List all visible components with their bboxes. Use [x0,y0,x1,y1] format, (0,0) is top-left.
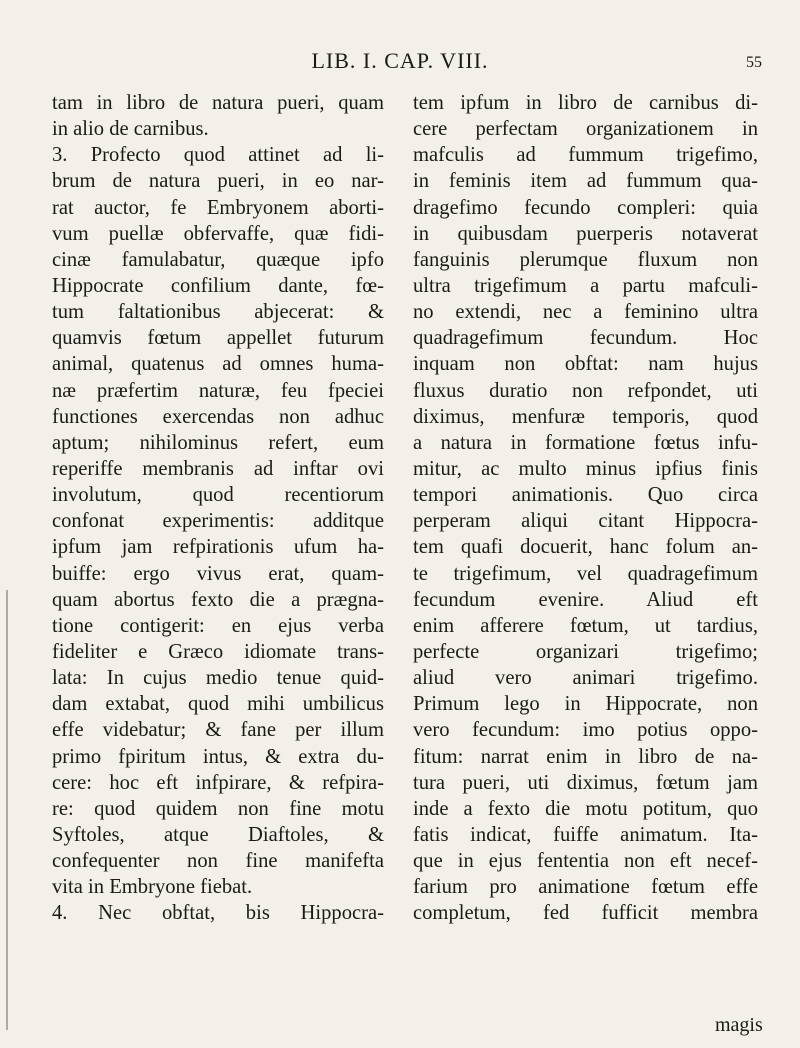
right-column-line: a natura in formatione fœtus infu- [413,431,758,454]
right-column-line: aliud vero animari trigefimo. [413,667,758,690]
right-column-line: Primum lego in Hippocrate, non [413,693,758,716]
right-column-line: no extendi, nec a feminino ultra [413,301,758,324]
left-column-line: quam abortus fexto die a prægna- [52,588,384,611]
left-column-line: lata: In cujus medio tenue quid- [52,667,384,690]
right-column-line: que in ejus fententia non eft necef- [413,850,758,873]
left-column-line: effe videbatur; & fane per illum [52,719,384,742]
left-column-line: involutum, quod recentiorum [52,484,384,507]
left-column [52,90,384,927]
left-column-line: confequenter non fine manifefta [52,850,384,873]
left-column-line: re: quod quidem non fine motu [52,797,384,820]
left-column-line: dam extabat, quod mihi umbilicus [52,693,384,716]
left-column-line: vum puellæ obfervaffe, quæ fidi- [52,222,384,245]
left-column-line: Syftoles, atque Diaftoles, & [52,823,384,846]
left-column-line: rat auctor, fe Embryonem aborti- [52,196,384,219]
left-column-line: cinæ famulabatur, quæque ipfo [52,248,384,271]
right-column-line: te trigefimum, vel quadragefimum [413,562,758,585]
right-column-line: perfecte organizari trigefimo; [413,640,758,663]
right-column-line: fecundum evenire. Aliud eft [413,588,758,611]
left-column-line: tam in libro de natura pueri, quam [52,92,384,114]
right-column-line: ultra trigefimum a partu mafculi- [413,274,758,297]
left-column-line: 3. Profecto quod attinet ad li- [52,144,384,167]
page-number: 55 [746,54,762,71]
left-column-line: cere: hoc eft infpirare, & refpira- [52,771,384,794]
right-column-line: tempori animationis. Quo circa [413,484,758,507]
left-column-line: reperiffe membranis ad inftar ovi [52,457,384,480]
left-column-line: primo fpiritum intus, & extra du- [52,745,384,768]
catchword: magis [715,1014,763,1036]
left-column-line: ipfum jam refpirationis ufum ha- [52,536,384,559]
right-column-line: vero fecundum: imo potius oppo- [413,719,758,742]
right-column-line: farium pro animatione fœtum effe [413,876,758,899]
left-column-line: animal, quatenus ad omnes huma- [52,353,384,376]
right-column-line: tem ipfum in libro de carnibus di- [413,92,758,114]
left-column-line: buiffe: ergo vivus erat, quam- [52,562,384,585]
left-column-line: quamvis fœtum appellet futurum [52,327,384,350]
left-column-line: næ præfertim naturæ, feu fpeciei [52,379,384,402]
left-column-line: functiones exercendas non adhuc [52,405,384,428]
right-column-line: diximus, menfuræ temporis, quod [413,405,758,428]
left-column-line: aptum; nihilominus refert, eum [52,431,384,454]
left-column-line: tum faltationibus abjecerat: & [52,301,384,324]
right-column [413,90,758,927]
running-head: LIB. I. CAP. VIII. [311,48,489,73]
right-column-line: quadragefimum fecundum. Hoc [413,327,758,350]
left-column-line: in alio de carnibus. [52,118,209,141]
left-column-line: confonat experimentis: additque [52,510,384,533]
right-column-line: enim afferere fœtum, ut tardius, [413,614,758,637]
right-column-line: dragefimo fecundo compleri: quia [413,196,758,219]
right-column-line: fluxus duratio non refpondet, uti [413,379,758,402]
right-column-line: inquam non obftat: nam hujus [413,353,758,376]
right-column-line: fatis indicat, fuiffe animatum. Ita- [413,823,758,846]
right-column-line: fanguinis plerumque fluxum non [413,248,758,271]
right-column-line: tura pueri, uti diximus, fœtum jam [413,771,758,794]
right-column-line: cere perfectam organizationem in [413,118,758,141]
right-column-line: fitum: narrat enim in libro de na- [413,745,758,768]
margin-rule [6,590,8,1030]
right-column-line: mitur, ac multo minus ipfius finis [413,457,758,480]
left-column-line: 4. Nec obftat, bis Hippocra- [52,902,384,925]
right-column-line: in quibusdam puerperis notaverat [413,222,758,245]
left-column-line: vita in Embryone fiebat. [52,876,253,899]
right-column-line: inde a fexto die motu potitum, quo [413,797,758,820]
page-header [0,48,800,78]
right-column-line: completum, fed fufficit membra [413,902,758,925]
right-column-line: perperam aliqui citant Hippocra- [413,510,758,533]
left-column-line: Hippocrate confilium dante, fœ- [52,274,384,297]
right-column-line: mafculis ad fummum trigefimo, [413,144,758,167]
right-column-line: in feminis item ad fummum qua- [413,170,758,193]
left-column-line: fideliter e Græco idiomate trans- [52,640,384,663]
left-column-line: tione contigerit: en ejus verba [52,614,384,637]
right-column-line: tem quafi docuerit, hanc folum an- [413,536,758,559]
left-column-line: brum de natura pueri, in eo nar- [52,170,384,193]
